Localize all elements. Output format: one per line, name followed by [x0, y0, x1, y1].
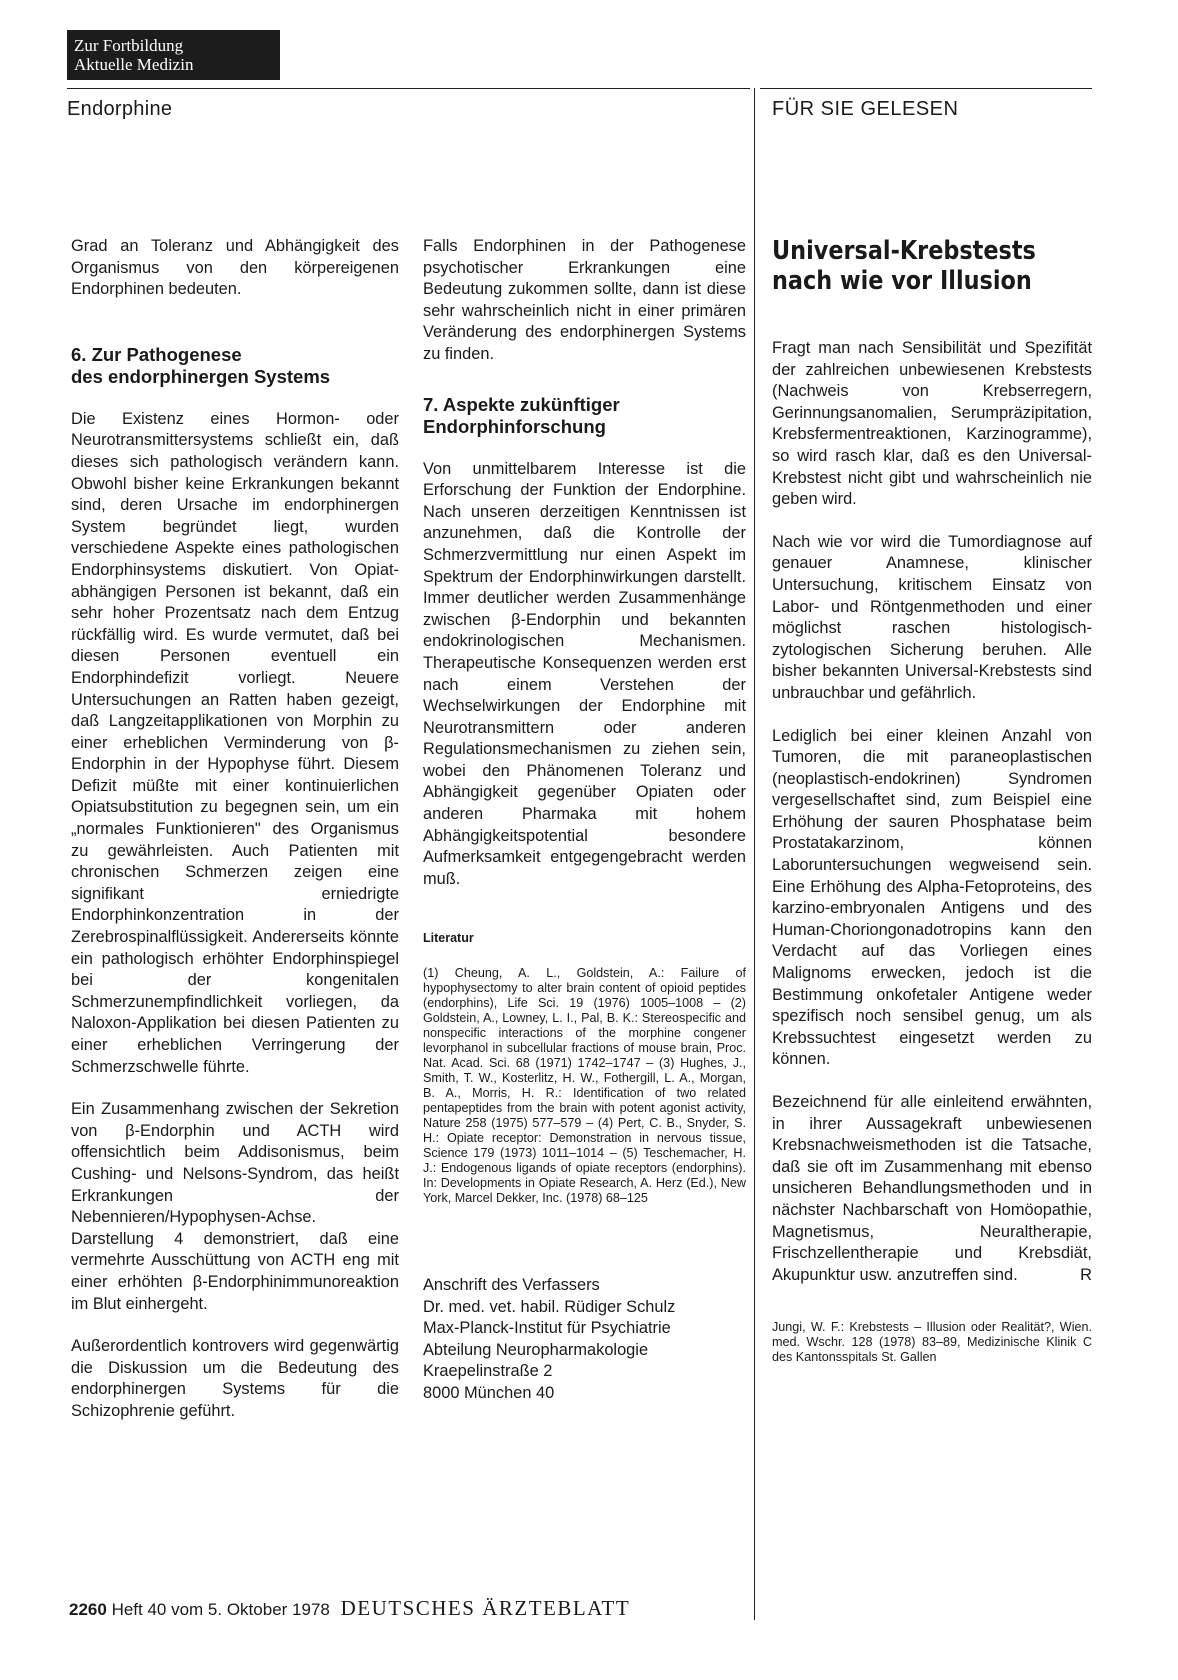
author-address	[423, 1275, 746, 1405]
badge-line-2: Aktuelle Medizin	[74, 55, 194, 74]
heading-line: Endorphinforschung	[423, 415, 606, 437]
page-number: 2260	[69, 1600, 107, 1619]
page-footer	[69, 1596, 630, 1621]
paragraph-text: Bezeichnend für alle einleitend erwähnten, in ihrer Aussagekraft unbewiesenen Krebsnachweismethoden ist die Tatsache, daß sie oft im Zusammenhang mit ebenso unsicheren Behandlungsmethoden und in nächster Nachbarschaft von Homöopathie, Magnetismus, Neuraltherapie, Frischzellentherapie und Krebsdiät, Akupunktur usw. anzutreffen sind.	[772, 1093, 1092, 1284]
journal-name: DEUTSCHES ÄRZTEBLATT	[340, 1596, 631, 1620]
paragraph: Falls Endorphinen in der Pathogenese psychotischer Erkrankungen eine Bedeutung zukommen sollte, dann ist diese sehr wahrscheinlich nicht in einer primären Veränderung des endorphinergen Systems zu finden.	[423, 237, 746, 363]
address-line: Abteilung Neuropharmakologie	[423, 1340, 649, 1359]
paragraph: Die Existenz eines Hormon- oder Neurotransmittersystems schließt ein, daß dieses sich pathologisch verändern kann. Obwohl bisher keine Erkrankungen bekannt sind, deren Ursache im endorphinergen System begründet liegt, wurden verschiedene Aspekte eines pathologischen Endorphinsystems diskutiert. Von Opiat-abhängigen Personen ist bekannt, daß ein sehr hoher Prozentsatz nach dem Entzug rückfällig wird. Es wurde vermutet, daß bei diesen Personen eventuell ein Endorphindefizit vorliegt. Neuere Untersuchungen an Ratten haben gezeigt, daß Langzeitapplikationen von Morphin zu einer erheblichen Verminderung von β-Endorphin in der Hypophyse führt. Diesem Defizit müßte mit einer kontinuierlichen Opiatsubstitution zu begegnen sein, um ein „normales Funktionieren" des Organismus zu gewährleisten. Auch Patienten mit chronischen Schmerzen zeigen eine signifikant erniedrigte Endorphinkonzentration in der Zerebrospinalflüssigkeit. Andererseits könnte ein pathologisch erhöhter Endorphinspiegel bei der kongenitalen Schmerzunempfindlichkeit vorliegen, da Naloxon-Applikation bei diesen Patienten zu einer erheblichen Verringerung der Schmerzschwelle führte.	[71, 409, 399, 1076]
paragraph: Fragt man nach Sensibilität und Spezifität der zahlreichen unbewiesenen Krebstests (Nachweis von Krebserregern, Gerinnungsanomalien, Serumpräzipitation, Krebsfermentreaktionen, Karzinogramme), so wird rasch klar, daß es den Universal-Krebstest nicht gibt und wahrscheinlich nie geben wird.	[772, 339, 1092, 509]
paragraph: Von unmittelbarem Interesse ist die Erforschung der Funktion der Endorphine. Nach unseren derzeitigen Kenntnissen ist anzunehmen, daß die Kontrolle der Schmerzvermittlung nur einen Aspekt im Spektrum der Endorphinwirkungen darstellt. Immer deutlicher werden Zusammenhänge zwischen β-Endorphin und bekannten endokrinologischen Mechanismen. Therapeutische Konsequenzen werden erst nach einem Verstehen der Wechselwirkungen der Endorphine mit Neurotransmittern oder anderen Regulationsmechanismen zu ziehen sein, wobei den Phänomenen Toleranz und Abhängigkeit gegenüber Opiaten oder anderen Pharmaka mit hohem Abhängigkeitspotential besondere Aufmerksamkeit entgegengebracht werden muß.	[423, 459, 746, 888]
references-text: (1) Cheung, A. L., Goldstein, A.: Failure of hypophysectomy to alter brain content of opioid peptides (endorphins), Life Sci. 19 (1976) 1005–1008 – (2) Goldstein, A., Lowney, L. I., Pal, B. K.: Stereospecific and nonspecific interactions of the morphine congener levorphanol in subcellular fractions of mouse brain, Proc. Nat. Acad. Sci. 68 (1971) 1742–1747 – (3) Hughes, J., Smith, T. W., Kosterlitz, H. W., Fothergill, L. A., Morgan, B. A., Morris, H. R.: Identification of two related pentapeptides from the brain with potent agonist activity, Nature 258 (1975) 577–579 – (4) Pert, C. B., Snyder, S. H.: Opiate receptor: Demonstration in nervous tissue, Science 179 (1973) 1011–1014 – (5) Teschemacher, H. J.: Endogenous ligands of opiate receptors (endorphins). In: Developments in Opiate Research, A. Herz (Ed.), New York, Marcel Dekker, Inc. (1978) 68–125	[423, 966, 746, 1206]
text-column-2	[423, 236, 746, 1405]
address-line: Dr. med. vet. habil. Rüdiger Schulz	[423, 1297, 676, 1316]
title-line: nach wie vor Illusion	[772, 266, 1032, 296]
address-line: Anschrift des Verfassers	[423, 1276, 600, 1295]
header-rule-left	[67, 88, 750, 89]
column-divider	[754, 88, 755, 1620]
paragraph: Lediglich bei einer kleinen Anzahl von Tumoren, die mit paraneoplastischen (neoplastisch-endokrinen) Syndromen vergesellschaftet sind, zum Beispiel eine Erhöhung der sauren Phosphatase beim Prostatakarzinom, können Laboruntersuchungen wegweisend sein. Eine Erhöhung des Alpha-Fetoproteins, des karzino-embryonalen Antigens und des Human-Choriongonadotropins kann den Verdacht auf das Vorliegen eines Malignoms erwecken, jedoch ist die Bestimmung onkofetaler Antigene weder spezifisch noch sensibel genug, um als Krebssuchtest eingesetzt werden zu können.	[772, 726, 1092, 1069]
address-line: Max-Planck-Institut für Psychiatrie	[423, 1319, 671, 1338]
paragraph: Grad an Toleranz und Abhängigkeit des Organismus von den körpereigenen Endorphinen bedeuten.	[71, 237, 399, 299]
header-rule-right	[760, 88, 1092, 89]
references-heading: Literatur	[423, 931, 474, 946]
issue-info: Heft 40 vom 5. Oktober 1978	[111, 1600, 330, 1619]
address-line: Kraepelinstraße 2	[423, 1362, 553, 1381]
heading-line: 6. Zur Pathogenese	[71, 343, 242, 365]
badge-line-1: Zur Fortbildung	[74, 36, 184, 55]
rubric-badge	[67, 30, 280, 80]
address-line: 8000 München 40	[423, 1384, 555, 1402]
source-citation: Jungi, W. F.: Krebstests – Illusion oder Realität?, Wien. med. Wschr. 128 (1978) 83–89, Medizinische Klinik C des Kantonsspitals St. Gallen	[772, 1320, 1092, 1365]
paragraph	[772, 1092, 1092, 1286]
author-initial: R	[1080, 1265, 1092, 1284]
paragraph: Ein Zusammenhang zwischen der Sekretion von β-Endorphin und ACTH wird offensichtlich beim Addisonismus, beim Cushing- und Nelsons-Syndrom, das heißt Erkrankungen der Nebennieren/Hypophysen-Achse. Darstellung 4 demonstriert, daß eine vermehrte Ausschüttung von ACTH eng mit einer erhöhten β-Endorphinimmunoreaktion im Blut einhergeht.	[71, 1100, 399, 1313]
heading-line: 7. Aspekte zukünftiger	[423, 393, 620, 415]
section-heading-6	[71, 344, 399, 388]
paragraph: Nach wie vor wird die Tumordiagnose auf genauer Anamnese, klinischer Untersuchung, kritischem Einsatz von Labor- und Röntgenmethoden und einer möglichst raschen histologisch-zytologischen Sicherung beruhen. Alle bisher bekannten Universal-Krebstests sind unbrauchbar und gefährlich.	[772, 532, 1092, 702]
text-column-1	[71, 236, 399, 1444]
title-line: Universal-Krebstests	[772, 236, 1036, 266]
heading-line: des endorphinergen Systems	[71, 365, 331, 387]
paragraph: Außerordentlich kontrovers wird gegenwärtig die Diskussion um die Bedeutung des endorphinergen Systems für die Schizophrenie geführt.	[71, 1337, 399, 1420]
article-title	[772, 236, 1047, 296]
section-label: Endorphine	[67, 98, 173, 120]
section-heading-7	[423, 394, 746, 438]
rubric-label: FÜR SIE GELESEN	[772, 98, 959, 120]
text-column-3	[772, 236, 1092, 1365]
